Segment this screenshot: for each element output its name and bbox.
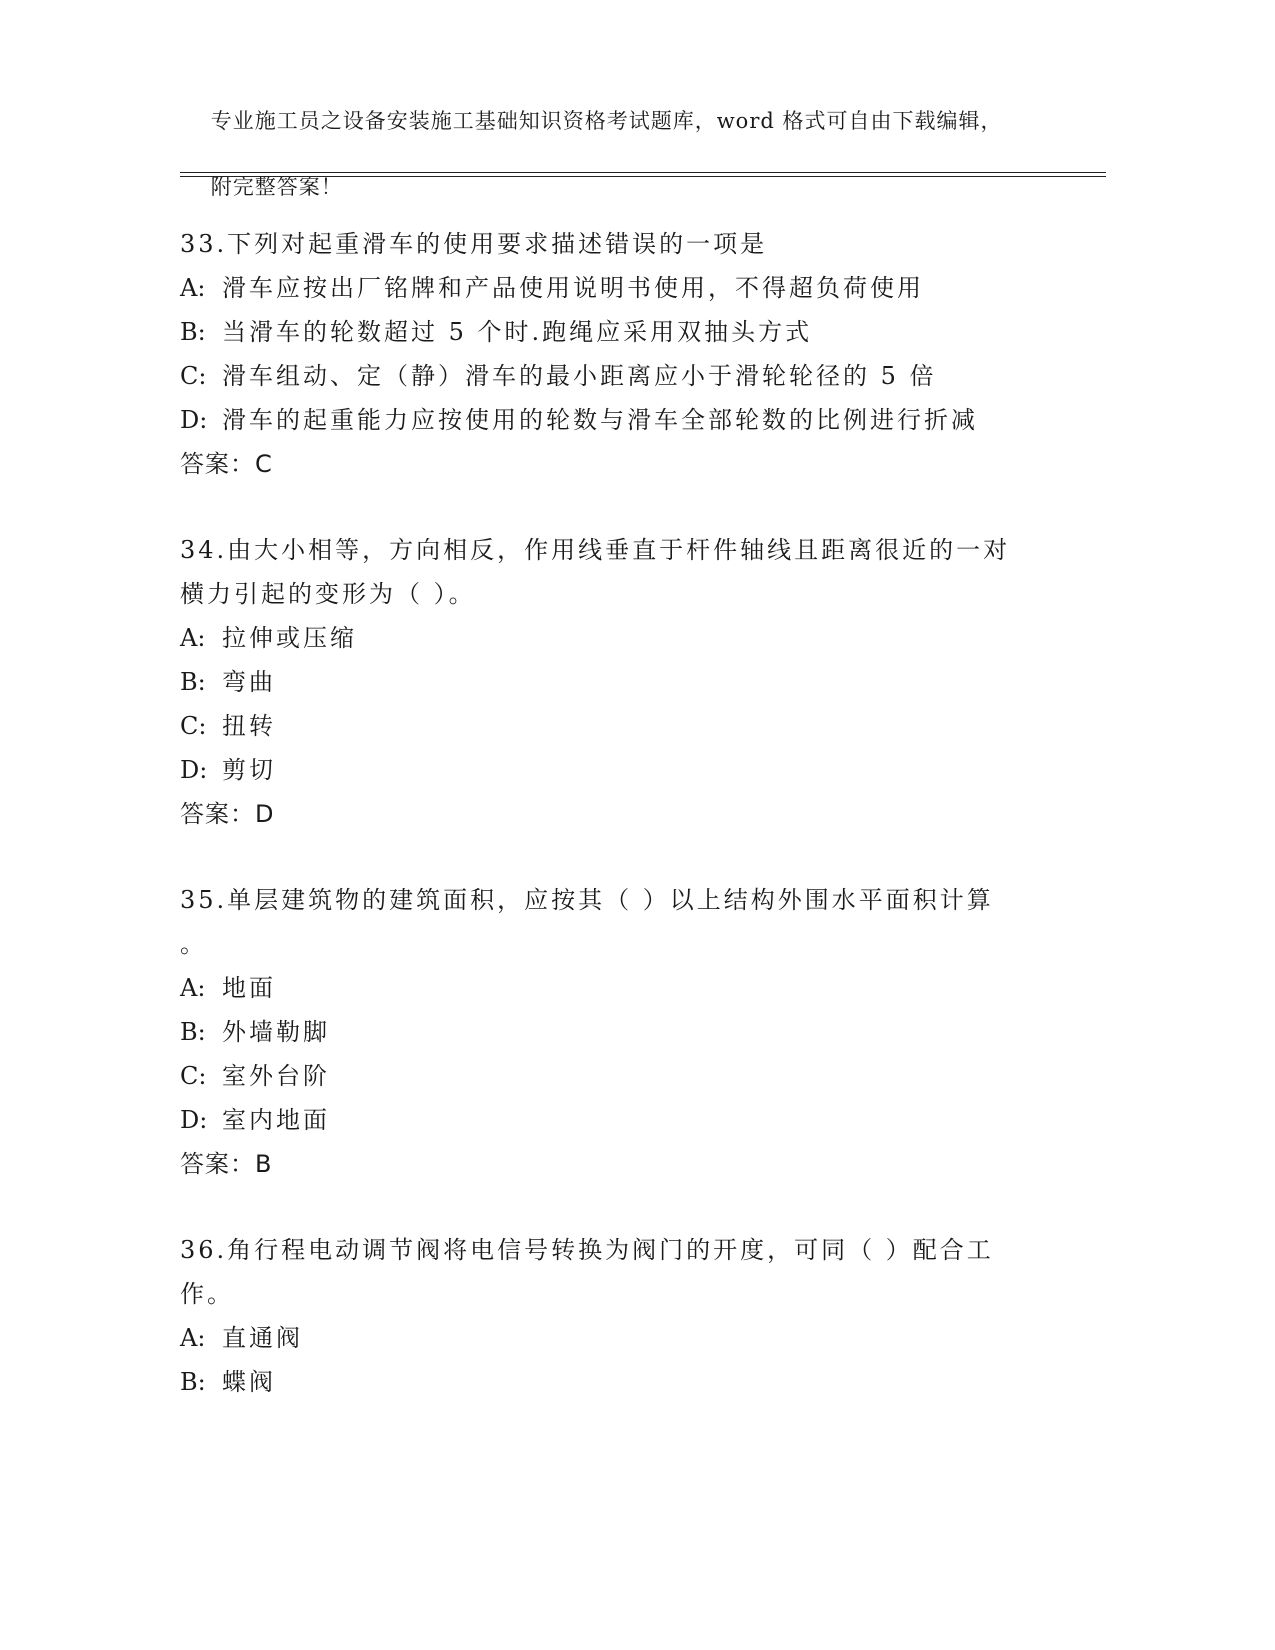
option-key: D: (180, 756, 208, 784)
option-key: C: (180, 1062, 207, 1090)
header-divider-top (180, 172, 1106, 173)
question-stem-line-2: 作。 (180, 1280, 234, 1308)
option-text: 室内地面 (222, 1106, 330, 1134)
option-text: 滑车组动、定（静）滑车的最小距离应小于滑轮轮径的 5 倍 (222, 362, 937, 390)
option-text: 室外台阶 (222, 1062, 330, 1090)
question-stem-line-1: 35.单层建筑物的建筑面积，应按其（ ）以上结构外围水平面积计算 (180, 886, 994, 914)
document-header (180, 72, 1060, 237)
option-d (180, 748, 1040, 792)
question-34 (180, 528, 1040, 836)
question-stem (180, 878, 1040, 966)
answer-label: 答案：B (180, 1150, 273, 1178)
question-33 (180, 222, 1040, 486)
option-c (180, 1054, 1040, 1098)
option-key: A: (180, 1324, 206, 1352)
option-text: 地面 (222, 974, 276, 1002)
option-text: 滑车的起重能力应按使用的轮数与滑车全部轮数的比例进行折减 (222, 406, 978, 434)
option-key: B: (180, 318, 206, 346)
option-key: A: (180, 274, 206, 302)
answer-label: 答案：D (180, 800, 275, 828)
option-key: D: (180, 1106, 208, 1134)
option-text: 外墙勒脚 (222, 1018, 330, 1046)
option-key: D: (180, 406, 208, 434)
option-text: 蝶阀 (222, 1368, 276, 1396)
option-key: C: (180, 712, 207, 740)
option-text: 扭转 (222, 712, 276, 740)
option-c (180, 704, 1040, 748)
option-d (180, 1098, 1040, 1142)
header-line-1: 专业施工员之设备安装施工基础知识资格考试题库，word 格式可自由下载编辑， (210, 109, 1003, 133)
option-key: B: (180, 1018, 206, 1046)
option-key: B: (180, 1368, 206, 1396)
header-divider-bottom (180, 176, 1106, 177)
option-d (180, 398, 1040, 442)
option-text: 直通阀 (222, 1324, 303, 1352)
option-b (180, 310, 1040, 354)
option-key: A: (180, 624, 206, 652)
option-key: B: (180, 668, 206, 696)
question-36 (180, 1228, 1040, 1404)
question-list (180, 222, 1040, 1446)
option-a (180, 1316, 1040, 1360)
header-line-2: 附完整答案！ (210, 175, 343, 199)
question-stem-line-2: 横力引起的变形为（ ）。 (180, 580, 476, 608)
option-text: 弯曲 (222, 668, 276, 696)
option-b (180, 1360, 1040, 1404)
option-b (180, 660, 1040, 704)
option-c (180, 354, 1040, 398)
question-35 (180, 878, 1040, 1186)
option-b (180, 1010, 1040, 1054)
option-a (180, 266, 1040, 310)
question-stem-line-1: 34.由大小相等，方向相反，作用线垂直于杆件轴线且距离很近的一对 (180, 536, 1011, 564)
question-stem-line-2: 。 (180, 930, 207, 958)
option-key: A: (180, 974, 206, 1002)
option-text: 滑车应按出厂铭牌和产品使用说明书使用，不得超负荷使用 (222, 274, 924, 302)
question-stem-line-1: 36.角行程电动调节阀将电信号转换为阀门的开度，可同（ ）配合工 (180, 1236, 994, 1264)
question-stem (180, 528, 1040, 616)
option-text: 剪切 (222, 756, 276, 784)
question-stem (180, 1228, 1040, 1316)
question-stem (180, 222, 1040, 266)
question-stem-line-1: 33.下列对起重滑车的使用要求描述错误的一项是 (180, 230, 768, 258)
option-a (180, 616, 1040, 660)
option-a (180, 966, 1040, 1010)
answer-label: 答案：C (180, 450, 273, 478)
option-key: C: (180, 362, 207, 390)
option-text: 当滑车的轮数超过 5 个时.跑绳应采用双抽头方式 (222, 318, 813, 346)
option-text: 拉伸或压缩 (222, 624, 357, 652)
